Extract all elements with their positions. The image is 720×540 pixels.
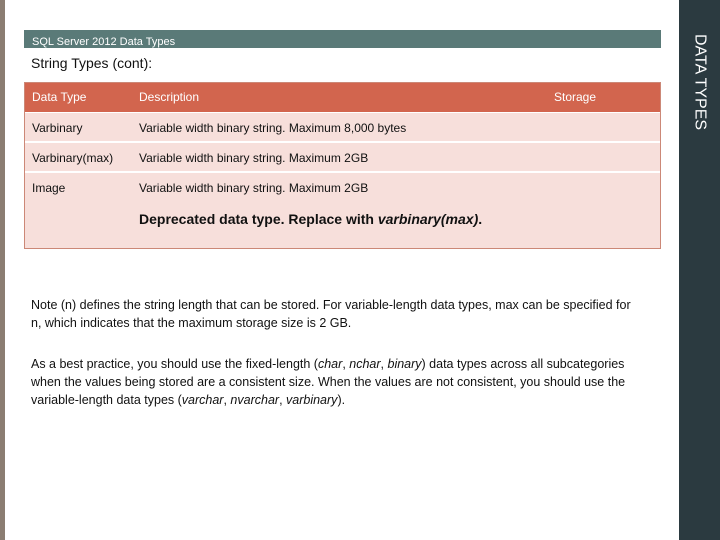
deprecated-note-emphasis: varbinary(max) <box>377 211 479 227</box>
type-varchar: varchar <box>181 393 224 407</box>
type-nchar: nchar <box>349 357 381 371</box>
best-practice-paragraph <box>31 355 641 409</box>
note-paragraph: Note (n) defines the string length that can be stored. For variable-length data types, max can be specified for n, which indicates that the maximum storage size is 2 GB. <box>31 298 631 330</box>
cell-description: Variable width binary string. Maximum 2GB <box>139 181 369 195</box>
deprecated-note <box>139 211 482 227</box>
data-types-table <box>24 82 661 249</box>
text-run: , <box>223 393 231 407</box>
type-binary: binary <box>387 357 422 371</box>
text-run: ) data types across all subcategories when the values being stored are a consistent size. When the values are not consistent, you should use the variable-length data types ( <box>31 357 626 407</box>
cell-description: Variable width binary string. Maximum 8,000 bytes <box>139 121 407 135</box>
column-header-data-type: Data Type <box>32 90 87 104</box>
deprecated-note-suffix: . <box>478 211 483 227</box>
left-edge-strip <box>0 0 5 540</box>
text-run: , <box>342 357 350 371</box>
table-row <box>25 113 660 143</box>
type-varbinary: varbinary <box>286 393 338 407</box>
slide-subtitle: String Types (cont): <box>31 55 153 71</box>
header-title: SQL Server 2012 Data Types <box>32 36 176 48</box>
deprecated-note-prefix: Deprecated data type. Replace with <box>139 211 378 227</box>
type-char: char <box>317 357 343 371</box>
text-run: , <box>279 393 287 407</box>
text-run: , <box>380 357 388 371</box>
type-nvarchar: nvarchar <box>230 393 280 407</box>
column-header-description: Description <box>139 90 200 104</box>
cell-data-type: Varbinary <box>32 121 83 135</box>
side-label: DATA TYPES <box>691 34 709 131</box>
text-run: ). <box>337 393 346 407</box>
text-run: As a best practice, you should use the fixed-length ( <box>31 357 318 371</box>
cell-data-type: Varbinary(max) <box>32 151 114 165</box>
table-header-row <box>25 83 660 113</box>
header-bar <box>24 30 661 48</box>
side-label-container <box>679 34 720 144</box>
cell-description: Variable width binary string. Maximum 2GB <box>139 151 369 165</box>
cell-data-type: Image <box>32 181 66 195</box>
table-row <box>25 173 660 248</box>
table-row <box>25 143 660 173</box>
column-header-storage: Storage <box>554 90 597 104</box>
